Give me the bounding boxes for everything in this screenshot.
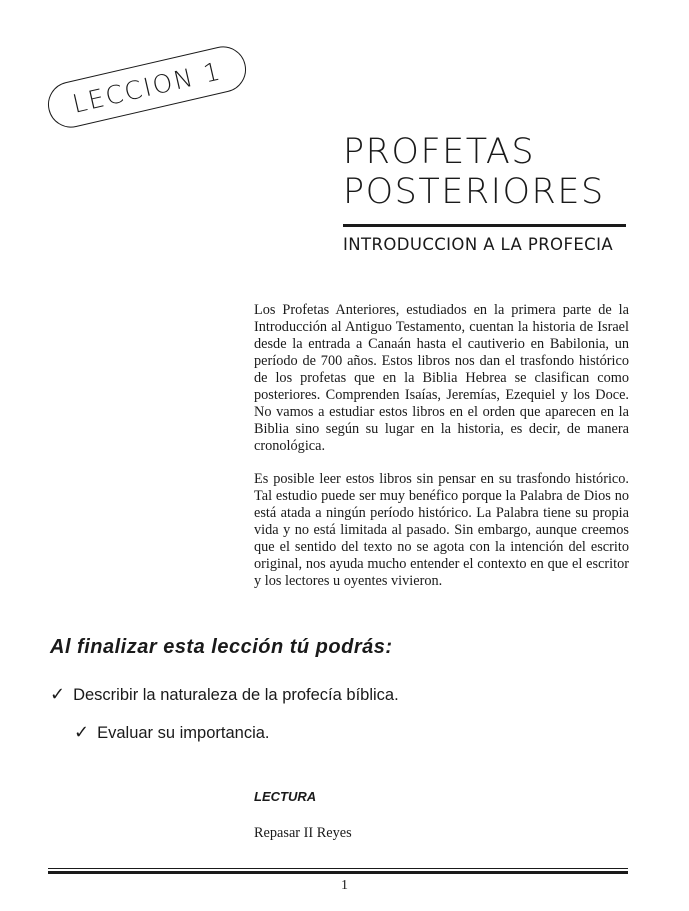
objective-text: Evaluar su importancia.	[97, 724, 270, 742]
reading-text: Repasar II Reyes	[254, 825, 352, 841]
objective-item	[50, 684, 399, 705]
checkmark-icon: ✓	[74, 722, 90, 743]
title-line-2: POSTERIORES	[343, 172, 605, 212]
title-divider	[343, 224, 626, 227]
objectives-heading: Al finalizar esta lección tú podrás:	[50, 636, 393, 658]
intro-paragraph-1: Los Profetas Anteriores, estudiados en la primera parte de la Introducción al Antiguo Testamento, cuentan la historia de Israel desde la entrada a Canaán hasta el cautiverio en Babilonia, un período de 700 años. Estos libros nos dan el trasfondo histórico de los profetas que en la Biblia Hebrea se clasifican como posteriores. Comprenden Isaías, Jeremías, Ezequiel y los Doce. No vamos a estudiar estos libros en el orden que aparecen en la Biblia sino según su lugar en la historia, es decir, de manera cronológica.	[254, 302, 629, 454]
footer-divider-thick	[48, 871, 628, 874]
intro-text	[254, 302, 629, 606]
reading-label: LECTURA	[254, 789, 317, 804]
page-title	[343, 132, 633, 212]
title-line-1: PROFETAS	[343, 132, 536, 172]
intro-paragraph-2: Es posible leer estos libros sin pensar en su trasfondo histórico. Tal estudio puede ser muy benéfico porque la Palabra de Dios no está atada a ningún período histórico. La Palabra tiene su propia vida y no está limitada al pasado. Sin embargo, aunque creemos que el sentido del texto no se agota con la intención del escrito original, nos ayuda mucho entender el contexto en que el escritor y los lectores u oyentes vivieron.	[254, 471, 629, 589]
objective-text: Describir la naturaleza de la profecía bíblica.	[73, 686, 399, 704]
checkmark-icon: ✓	[50, 684, 66, 705]
lesson-badge	[43, 42, 250, 132]
page-subtitle: INTRODUCCION A LA PROFECIA	[343, 235, 614, 254]
footer-divider-thin	[48, 868, 628, 869]
page-number: 1	[341, 878, 348, 893]
lesson-badge-label: LECCION 1	[69, 55, 225, 119]
objective-item	[74, 722, 270, 743]
